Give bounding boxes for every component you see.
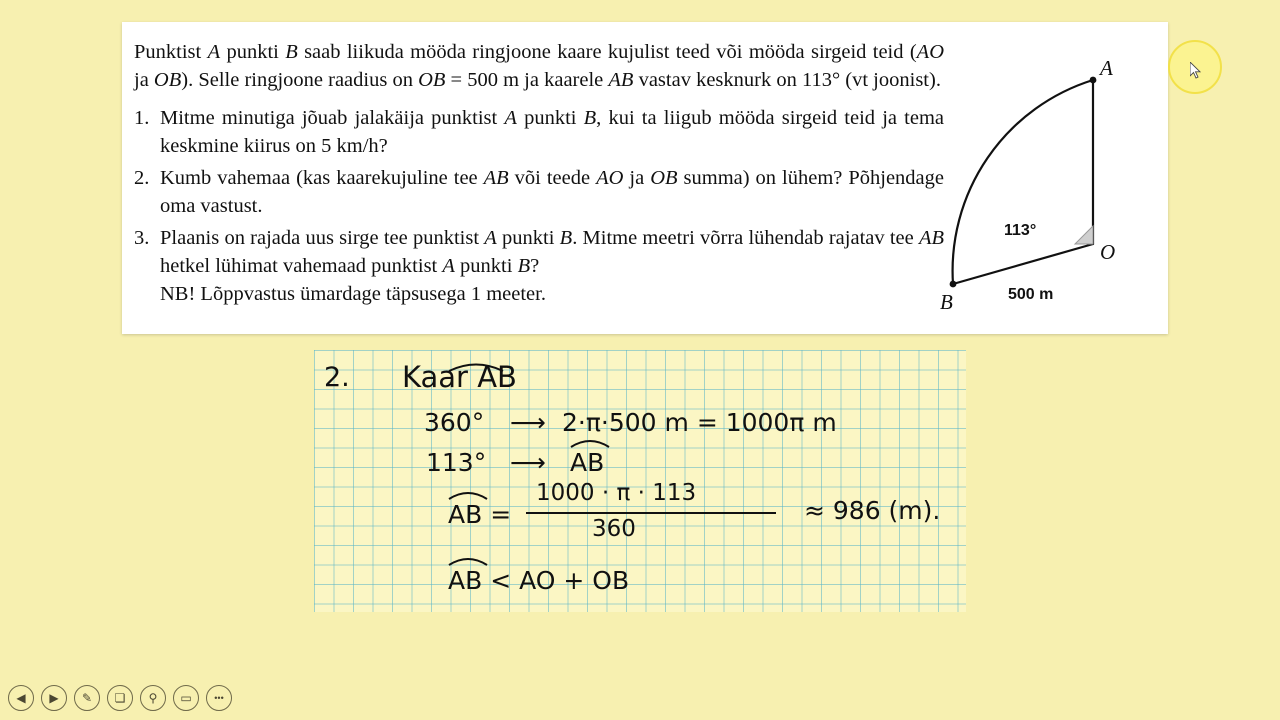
handwritten-solution	[314, 350, 966, 612]
fraction-lhs: AB =	[448, 500, 512, 529]
question-item-3: 3. Plaanis on rajada uus sirge tee punktist A punkti B. Mitme meetri võrra lühendab rajatav tee AB hetkel lühimat vahemaad punktist A punkti B? NB! Lõppvastus ümardage täpsusega 1 meeter.	[134, 224, 944, 308]
question-list	[134, 104, 944, 308]
fraction-numerator: 1000 · π · 113	[536, 480, 697, 506]
graph-paper-sheet	[314, 350, 966, 612]
question-item-1: 1. Mitme minutiga jõuab jalakäija punktist A punkti B, kui ta liigub mööda sirgeid teid ja tema keskmine kiirus on 5 km/h?	[134, 104, 944, 160]
bottom-toolbar[interactable]	[0, 676, 1280, 720]
chevron-left-icon: ◀	[16, 691, 26, 705]
pen-icon: ✎	[81, 691, 93, 705]
problem-text-block	[134, 38, 944, 312]
copy-icon: ❏	[114, 691, 126, 705]
ellipsis-icon: •••	[214, 693, 224, 703]
fit-page-button[interactable]	[173, 685, 199, 711]
proportion-right-1: 2·π·500 m = 1000π m	[562, 408, 837, 437]
proportion-arrow-2: ⟶	[510, 448, 546, 477]
question-number-3: 3.	[134, 227, 150, 249]
previous-page-button[interactable]	[8, 685, 34, 711]
question-number-2: 2.	[134, 167, 150, 189]
mouse-cursor	[1190, 62, 1202, 80]
figure-label-o: O	[1100, 240, 1116, 264]
problem-intro-paragraph: Punktist A punkti B saab liikuda mööda ringjoone kaare kujulist teed või mööda sirgeid teid (AO ja OB). Selle ringjoone raadius on OB = 500 m ja kaarele AB vastav kesknurk on 113° (vt joonist).	[134, 41, 944, 91]
answer-rounding-note: NB! Lõppvastus ümardage täpsusega 1 meeter.	[160, 283, 546, 305]
question-number-1: 1.	[134, 107, 150, 129]
pen-tool-button[interactable]	[74, 685, 100, 711]
arc-mark-ab-2	[568, 436, 612, 450]
figure-radius-label: 500 m	[1008, 286, 1054, 303]
fraction-denominator: 360	[592, 516, 636, 542]
fraction-result: ≈ 986 (m).	[804, 496, 941, 525]
question-item-2: 2. Kumb vahemaa (kas kaarekujuline tee AB või teede AO ja OB summa) on lühem? Põhjendage oma vastust.	[134, 164, 944, 220]
copy-page-button[interactable]	[107, 685, 133, 711]
chevron-right-icon: ▶	[49, 691, 59, 705]
conclusion-inequality: AB < AO + OB	[448, 566, 630, 595]
arc-mark-ab-3	[446, 488, 490, 502]
rectangle-icon: ▭	[180, 691, 192, 705]
more-options-button[interactable]	[206, 685, 232, 711]
problem-card	[122, 22, 1168, 334]
fraction-bar	[526, 512, 776, 514]
next-page-button[interactable]	[41, 685, 67, 711]
figure-label-b: B	[940, 290, 953, 314]
arc-mark-title	[446, 360, 506, 374]
figure-angle-label: 113°	[1004, 222, 1037, 239]
proportion-left-1: 360°	[424, 408, 485, 437]
solution-title: Kaar AB	[402, 360, 517, 394]
proportion-arrow-1: ⟶	[510, 408, 546, 437]
solution-step-number: 2.	[324, 362, 350, 393]
figure-drawing	[928, 32, 1158, 327]
arc-mark-ab-4	[446, 554, 490, 568]
geometry-figure	[928, 32, 1158, 327]
magnifier-icon: ⚲	[148, 691, 158, 705]
proportion-right-2: AB	[570, 448, 605, 477]
figure-label-a: A	[1100, 56, 1113, 80]
zoom-tool-button[interactable]	[140, 685, 166, 711]
proportion-left-2: 113°	[426, 448, 487, 477]
